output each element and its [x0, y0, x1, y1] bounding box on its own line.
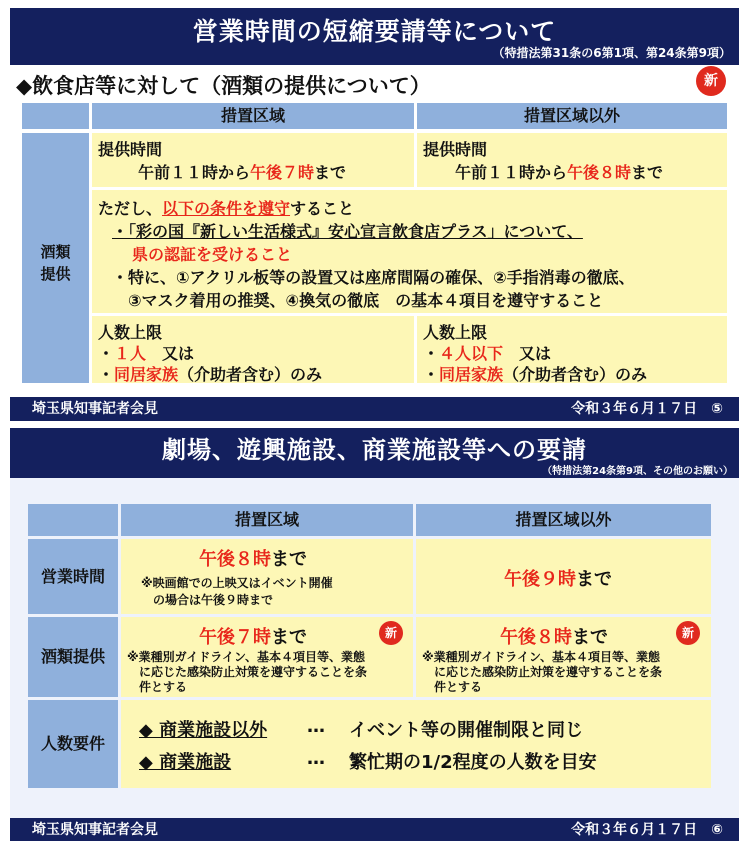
slide-6	[10, 428, 739, 841]
section-title: ◆飲食店等に対して（酒類の提供について）	[16, 74, 431, 98]
limit-line1: ・４人以下 又は	[423, 344, 552, 363]
conditions-line2: ・「彩の国『新しい生活様式』安心宣言飲食店プラス」について、	[112, 222, 583, 241]
col-header-measure-area: 措置区域	[121, 504, 413, 536]
slide-5-subtitle: （特措法第31条の6第1項、第24条第9項）	[492, 46, 731, 60]
cell-hours-left	[92, 133, 414, 187]
cell-limit-right	[417, 316, 727, 383]
alcohol-value: 午後７時まで	[199, 627, 307, 648]
cell-hours-right	[417, 133, 727, 187]
hours-value: 午後８時まで	[199, 549, 307, 570]
slide-5-title: 営業時間の短縮要請等について	[192, 17, 557, 46]
hours-value: 午前１１時から午後８時まで	[455, 163, 664, 182]
row-header-line1: 酒類	[40, 243, 71, 261]
slide-6-subtitle: （特措法第24条第9項、その他のお願い）	[542, 466, 733, 477]
footer-left: 埼玉県知事記者会見	[32, 822, 158, 838]
header-corner	[22, 103, 89, 129]
limit-line2: ・同居家族（介助者含む）のみ	[423, 365, 648, 384]
hours-value: 午前１１時から午後７時まで	[138, 163, 347, 182]
people-line1-text: イベント等の開催制限と同じ	[349, 720, 583, 741]
footer-right: 令和３年６月１７日 ⑤	[571, 401, 723, 417]
row-header-people: 人数要件	[28, 700, 118, 788]
footer-right: 令和３年６月１７日 ⑥	[571, 822, 723, 838]
hours-value: 午後９時まで	[504, 569, 612, 590]
conditions-line3: 県の認証を受けること	[132, 245, 293, 264]
people-line2-dots: …	[307, 748, 325, 769]
limit-label: 人数上限	[98, 323, 163, 342]
col-header-measure-area: 措置区域	[92, 103, 414, 129]
cell-alcohol-left	[121, 617, 413, 697]
col-header-outside-area: 措置区域以外	[417, 103, 727, 129]
alcohol-note-line3: 件とする	[434, 680, 483, 694]
new-badge: 新	[696, 66, 726, 96]
hours-label: 提供時間	[423, 140, 488, 159]
cell-hours-left	[121, 539, 413, 614]
slide-5-title-bar	[10, 8, 739, 65]
alcohol-note-line2: に応じた感染防止対策を遵守することを条	[434, 665, 663, 679]
limit-line2: ・同居家族（介助者含む）のみ	[98, 365, 323, 384]
row-header-line2: 提供	[40, 265, 71, 283]
conditions-line5: ③マスク着用の推奨、④換気の徹底 の基本４項目を遵守すること	[128, 291, 604, 310]
alcohol-value: 午後８時まで	[500, 627, 608, 648]
col-header-outside-area: 措置区域以外	[416, 504, 711, 536]
conditions-line1: ただし、以下の条件を遵守すること	[98, 199, 355, 218]
hours-label: 提供時間	[98, 140, 163, 159]
header-corner	[28, 504, 118, 536]
cell-people	[121, 700, 711, 788]
limit-line1: ・１人 又は	[98, 344, 195, 363]
people-line2-text: 繁忙期の1/2程度の人数を目安	[349, 752, 597, 773]
cell-limit-left	[92, 316, 414, 383]
cell-hours-right	[416, 539, 711, 614]
new-badge: 新	[379, 621, 403, 645]
limit-label: 人数上限	[423, 323, 488, 342]
cell-conditions	[92, 190, 727, 313]
slide-5-footer	[10, 397, 739, 421]
people-line2-label: ◆ 商業施設	[139, 752, 232, 773]
footer-left: 埼玉県知事記者会見	[32, 401, 158, 417]
alcohol-note-line1: ※業種別ガイドライン、基本４項目等、業態	[127, 650, 365, 664]
conditions-line4: ・特に、①アクリル板等の設置又は座席間隔の確保、②手指消毒の徹底、	[112, 268, 635, 287]
slide-6-footer	[10, 818, 739, 841]
slide-6-title: 劇場、遊興施設、商業施設等への要請	[162, 436, 587, 464]
alcohol-note-line3: 件とする	[139, 680, 188, 694]
slide-6-title-bar	[10, 428, 739, 478]
hours-note-line2: の場合は午後９時まで	[153, 593, 274, 607]
alcohol-note-line1: ※業種別ガイドライン、基本４項目等、業態	[422, 650, 660, 664]
row-header-alcohol	[22, 133, 89, 383]
new-badge: 新	[676, 621, 700, 645]
alcohol-note-line2: に応じた感染防止対策を遵守することを条	[139, 665, 368, 679]
cell-alcohol-right	[416, 617, 711, 697]
people-line1-label: ◆ 商業施設以外	[139, 720, 268, 741]
people-line1-dots: …	[307, 716, 325, 737]
hours-note-line1: ※映画館での上映又はイベント開催	[141, 576, 333, 590]
row-header-alcohol: 酒類提供	[28, 617, 118, 697]
row-header-hours: 営業時間	[28, 539, 118, 614]
slide-5	[10, 8, 739, 422]
